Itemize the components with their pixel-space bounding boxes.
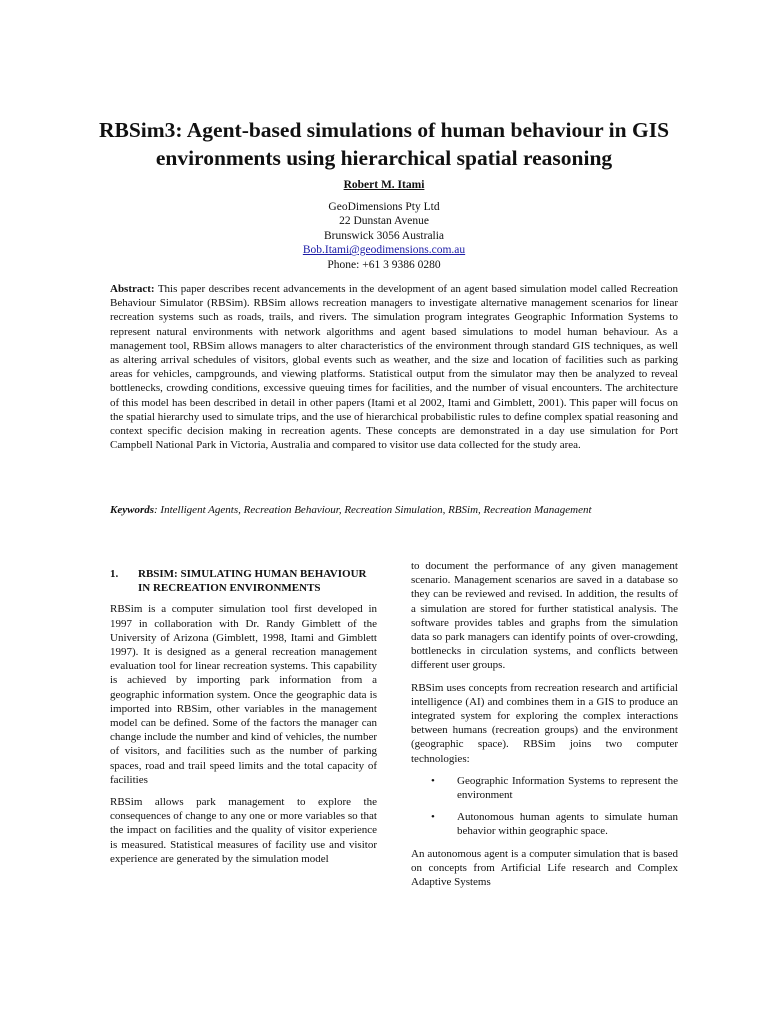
author-name: Robert M. Itami: [343, 179, 425, 191]
technology-bullet-list: [411, 774, 678, 839]
right-column: [411, 559, 678, 897]
keywords-label: Keywords: [110, 504, 154, 516]
paper-title: RBSim3: Agent-based simulations of human behaviour in GIS environments using hierarchical spatial reasoning: [98, 118, 670, 170]
affiliation-org: GeoDimensions Pty Ltd: [328, 201, 440, 213]
bullet-icon: •: [431, 774, 435, 787]
keywords: [110, 503, 678, 517]
body-paragraph: An autonomous agent is a computer simulation that is based on concepts from Artificial Life research and Complex Adaptive Systems: [411, 847, 678, 889]
body-paragraph: RBSim allows park management to explore the consequences of change to any one or more variables so that the impact on facilities and the quality of visitor experience is measured. Statistical measures of facility use and visitor experience are generated by the simulation model: [110, 796, 377, 865]
author-affiliation: [0, 200, 768, 272]
bullet-icon: •: [431, 811, 435, 824]
list-item: [411, 810, 678, 838]
section-number: 1.: [110, 568, 119, 580]
affiliation-city: Brunswick 3056 Australia: [323, 229, 445, 242]
body-paragraph: RBSim is a computer simulation tool first developed in 1997 in collaboration with Dr. Randy Gimblett of the University of Arizona (Gimblett, 1998, Itami and Gimblett 1997). It is designed as a general recreation management evaluation tool for linear recreation systems. This capability is achieved by importing park information from a geographic information system. Once the geographic data is imported into RBSim, other variables in the management model can be defined. Some of the factors the manager can change include the number and kind of vehicles, the number of visitors, and facilities such as the number of parking spaces, road and trail speed limits and the total capacity of facilities: [110, 603, 377, 786]
abstract-text: This paper describes recent advancements in the development of an agent based simulation model called Recreation Behaviour Simulator (RBSim). RBSim allows recreation managers to investigate alternative management scenarios for linear recreation systems such as roads, trails, and rivers. The simulation program integrates Geographic Information Systems to represent natural environments with network algorithms and agent based simulations to model human behaviour. As a management tool, RBSim allows managers to alter characteristics of the environment through standard GIS techniques, as well as altering arrival schedules of visitors, global events such as weather, and the size and location of facilities such as parking areas for vehicles, campgrounds, and viewing platforms. Statistical output from the simulator may then be analyzed to reveal bottlenecks, crowding conditions, excessive queuing times for facilities, and the number of visual encounters. The architecture of this model has been described in detail in other papers (Itami et al 2002, Itami and Gimblett, 2001). This paper will focus on the spatial hierarchy used to simulate trips, and the use of hierarchical probabilistic rules to define complex spatial reasoning and context specific decision making in recreation agents. These concepts are demonstrated in a day use simulation for Port Campbell National Park in Victoria, Australia and compared to visitor use data collected for the study area.: [110, 283, 678, 452]
abstract-label: Abstract:: [110, 283, 155, 295]
section-title: RBSIM: SIMULATING HUMAN BEHAVIOUR IN RECREATION ENVIRONMENTS: [138, 568, 367, 595]
keywords-text: : Intelligent Agents, Recreation Behaviour, Recreation Simulation, RBSim, Recreation Management: [154, 504, 592, 516]
affiliation-street: 22 Dunstan Avenue: [339, 215, 429, 228]
body-paragraph: RBSim uses concepts from recreation research and artificial intelligence (AI) and combines them in a GIS to produce an integrated system for exploring the complex interactions between humans (recreation groups) and the environment (geographic space). RBSim joins two computer technologies:: [411, 681, 678, 765]
section-heading: [110, 567, 377, 595]
affiliation-phone: Phone: +61 3 9386 0280: [327, 258, 441, 271]
author-email-link[interactable]: Bob.Itami@geodimensions.com.au: [302, 244, 466, 257]
body-paragraph: to document the performance of any given management scenario. Management scenarios are saved in a database so they can be reviewed and revised. In addition, the results of a simulation are stored for further statistical analysis. The software provides tables and graphs from the simulation data so park managers can identify points of over-crowding, bottlenecks in circulation systems, and conflicts between different user groups.: [411, 560, 678, 672]
left-column: [110, 567, 377, 874]
bullet-text: Geographic Information Systems to represent the environment: [457, 774, 678, 802]
bullet-text: Autonomous human agents to simulate human behavior within geographic space.: [457, 811, 678, 838]
abstract: [110, 282, 678, 452]
list-item: [411, 774, 678, 802]
